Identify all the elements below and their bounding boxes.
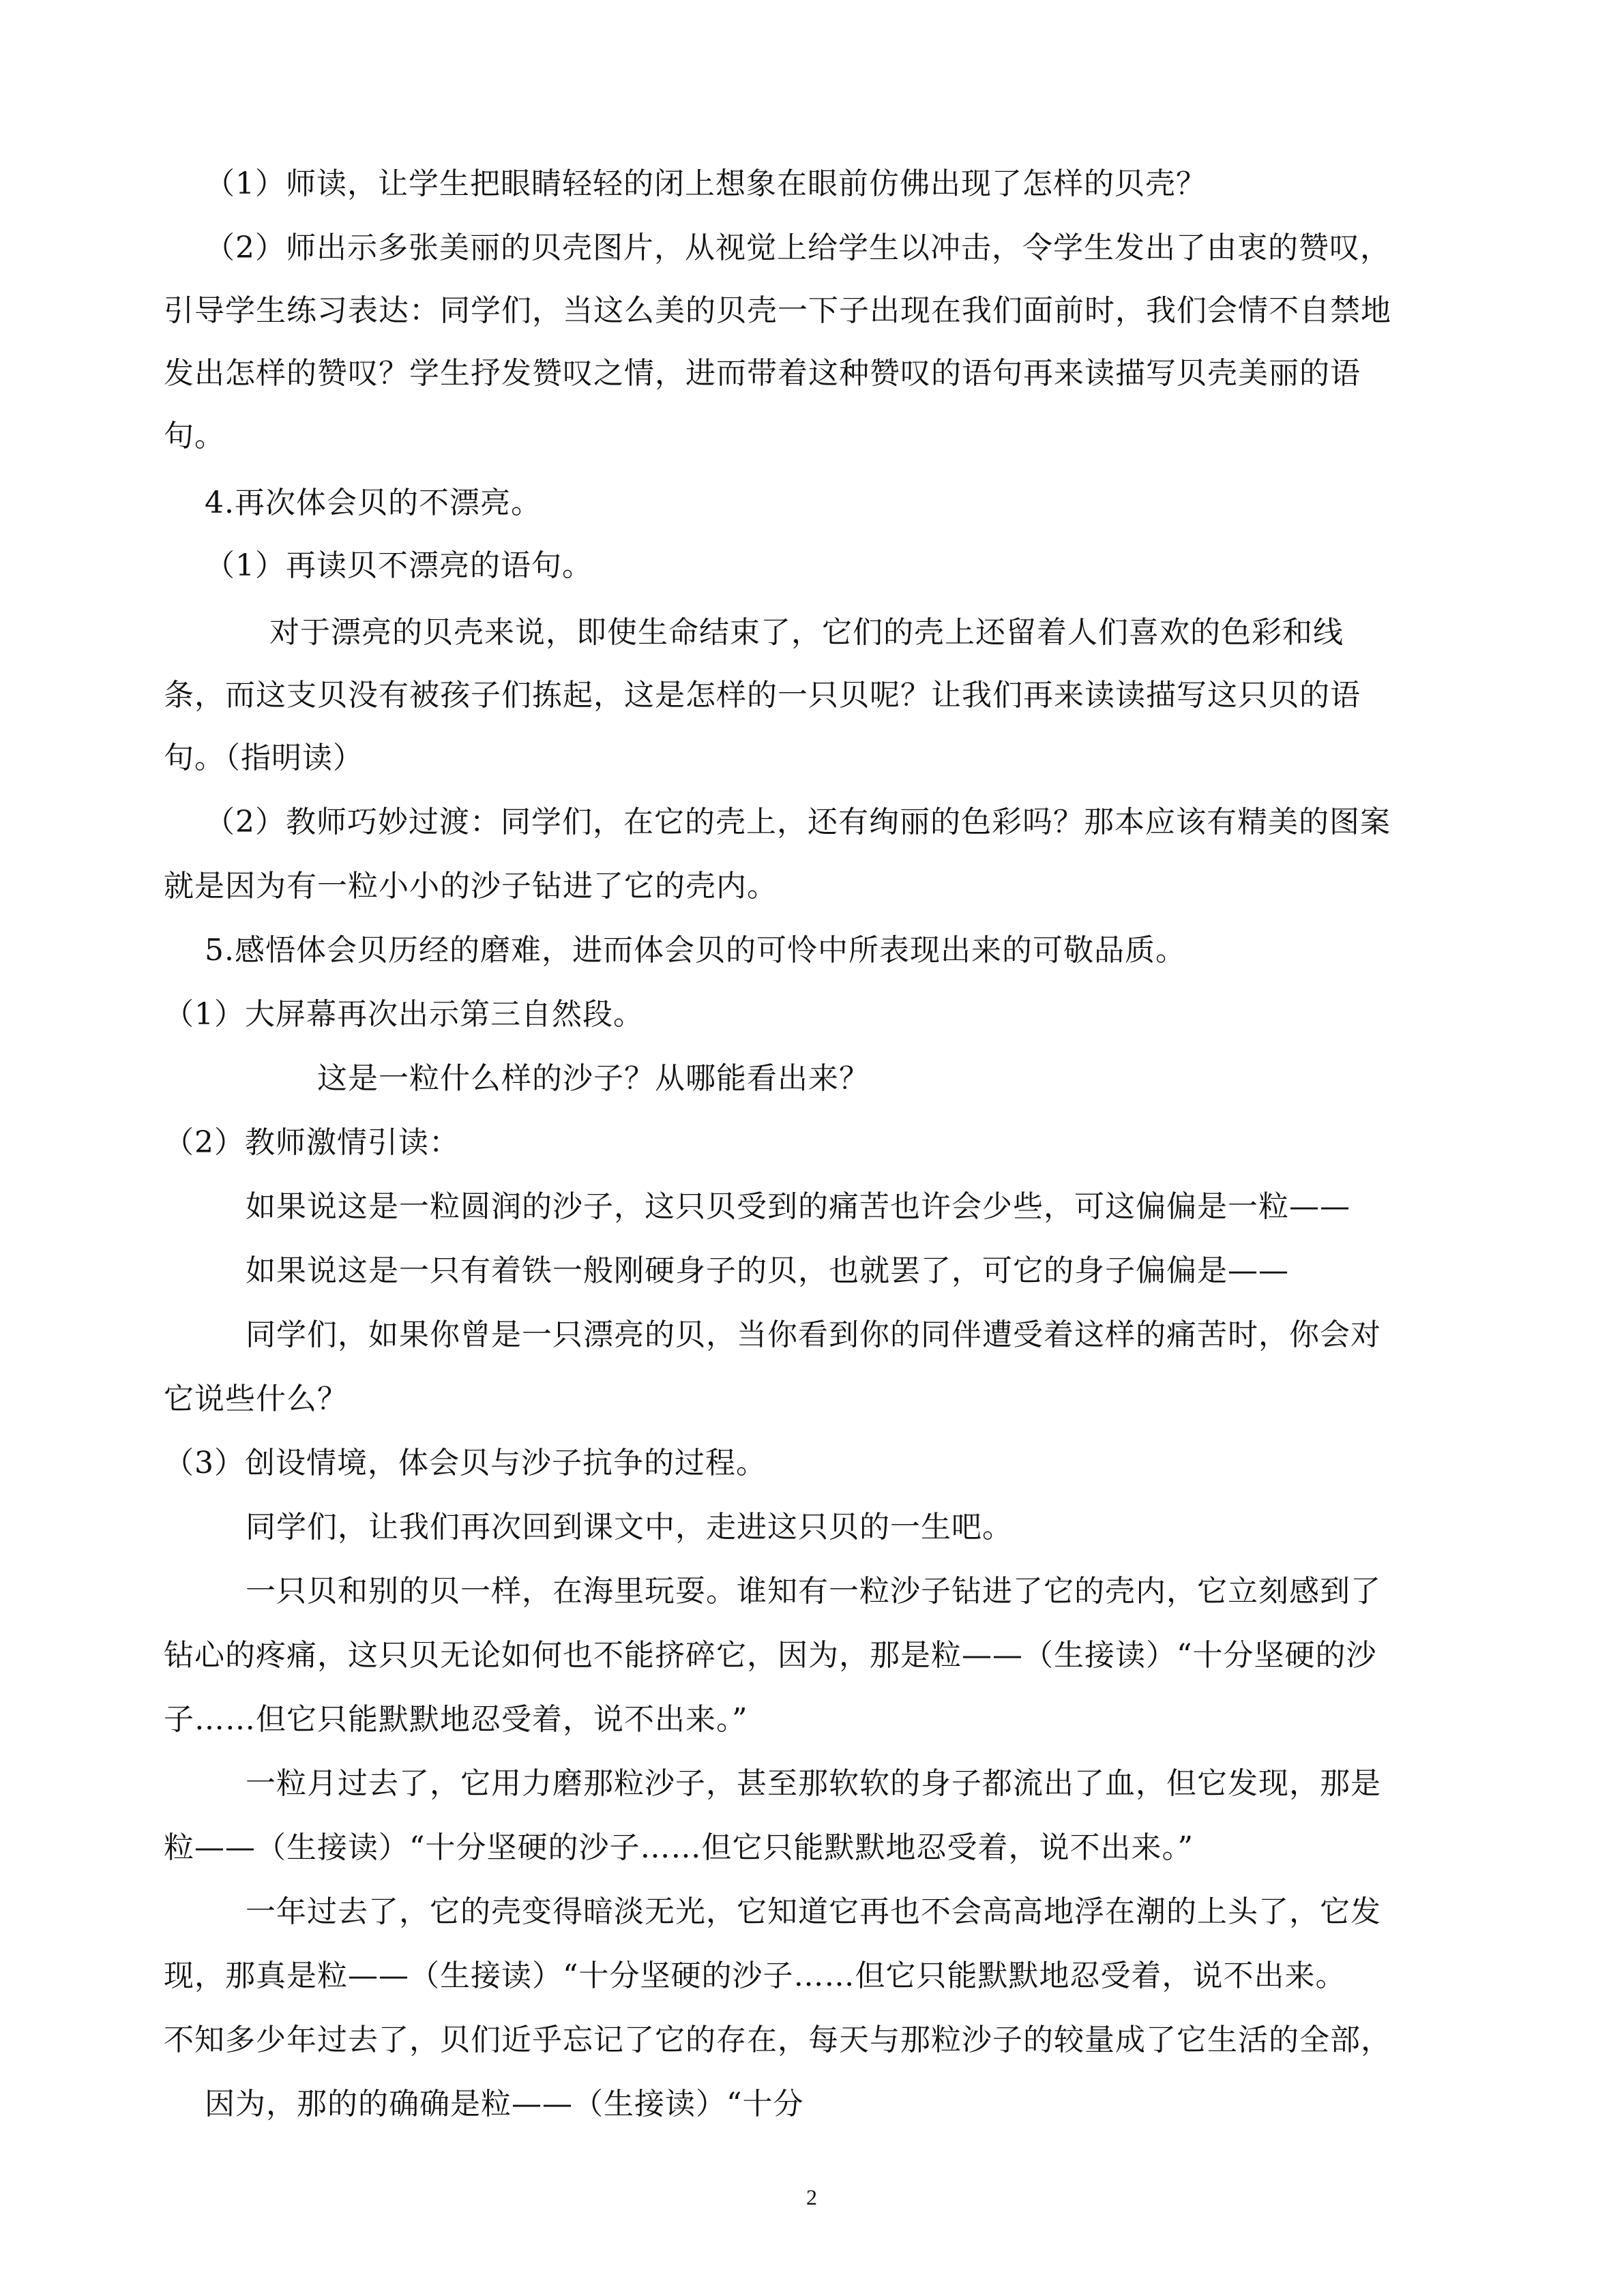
text-line: 如果说这是一只有着铁一般刚硬身子的贝，也就罢了，可它的身子偏偏是—— bbox=[246, 1253, 1289, 1288]
text-line: 就是因为有一粒小小的沙子钻进了它的壳内。 bbox=[164, 869, 778, 904]
text-line: （1）再读贝不漂亮的语句。 bbox=[205, 548, 593, 583]
text-line: （1）大屏幕再次出示第三自然段。 bbox=[164, 997, 644, 1032]
text-line: （2）教师巧妙过渡：同学们，在它的壳上，还有绚丽的色彩吗？那本应该有精美的图案 bbox=[205, 805, 1391, 839]
text-line: 因为，那的的确确是粒——（生接读）“十分 bbox=[205, 2087, 804, 2121]
text-line: 4.再次体会贝的不漂亮。 bbox=[205, 486, 542, 520]
text-line: 一只贝和别的贝一样，在海里玩耍。谁知有一粒沙子钻进了它的壳内，它立刻感到了 bbox=[246, 1574, 1381, 1609]
text-line: 粒——（生接读）“十分坚硬的沙子……但它只能默默地忍受着，说不出来。” bbox=[164, 1830, 1194, 1865]
text-line: 不知多少年过去了，贝们近乎忘记了它的存在，每天与那粒沙子的较量成了它生活的全部， bbox=[164, 2023, 1391, 2057]
text-line: 对于漂亮的贝壳来说，即使生命结束了，它们的壳上还留着人们喜欢的色彩和线 bbox=[269, 615, 1344, 650]
text-line: 现，那真是粒——（生接读）“十分坚硬的沙子……但它只能默默地忍受着，说不出来。 bbox=[164, 1958, 1346, 1993]
text-line: 这是一粒什么样的沙子？从哪能看出来？ bbox=[317, 1061, 870, 1096]
text-line: 一粒月过去了，它用力磨那粒沙子，甚至那软软的身子都流出了血，但它发现，那是 bbox=[246, 1766, 1381, 1801]
text-line: 引导学生练习表达：同学们，当这么美的贝壳一下子出现在我们面前时，我们会情不自禁地 bbox=[164, 293, 1391, 328]
text-line: 句。（指明读） bbox=[164, 741, 364, 775]
text-line: 句。 bbox=[164, 419, 225, 453]
text-line: 发出怎样的赞叹？学生抒发赞叹之情，进而带着这种赞叹的语句再来读描写贝壳美丽的语 bbox=[164, 356, 1361, 391]
text-line: 它说些什么？ bbox=[164, 1382, 348, 1416]
text-line: 同学们，如果你曾是一只漂亮的贝，当你看到你的同伴遭受着这样的痛苦时，你会对 bbox=[246, 1317, 1381, 1352]
text-line: （2）教师激情引读： bbox=[164, 1125, 460, 1160]
text-line: 一年过去了，它的壳变得暗淡无光，它知道它再也不会高高地浮在潮的上头了，它发 bbox=[246, 1894, 1381, 1929]
text-line: （3）创设情境，体会贝与沙子抗争的过程。 bbox=[164, 1446, 767, 1480]
text-line: （1）师读，让学生把眼睛轻轻的闭上想象在眼前仿佛出现了怎样的贝壳？ bbox=[205, 166, 1207, 201]
text-line: 如果说这是一粒圆润的沙子，这只贝受到的痛苦也许会少些，可这偏偏是一粒—— bbox=[246, 1189, 1350, 1224]
text-line: （2）师出示多张美丽的贝壳图片，从视觉上给学生以冲击，令学生发出了由衷的赞叹， bbox=[205, 230, 1391, 265]
text-line: 条，而这支贝没有被孩子们拣起，这是怎样的一只贝呢？让我们再来读读描写这只贝的语 bbox=[164, 678, 1361, 713]
text-line: 子……但它只能默默地忍受着，说不出来。” bbox=[164, 1702, 748, 1737]
text-line: 钻心的疼痛，这只贝无论如何也不能挤碎它，因为，那是粒——（生接读）“十分坚硬的沙 bbox=[164, 1638, 1377, 1673]
text-line: 同学们，让我们再次回到课文中，走进这只贝的一生吧。 bbox=[246, 1510, 1013, 1545]
page-number: 2 bbox=[806, 2185, 817, 2209]
text-line: 5.感悟体会贝历经的磨难，进而体会贝的可怜中所表现出来的可敬品质。 bbox=[205, 933, 1186, 968]
